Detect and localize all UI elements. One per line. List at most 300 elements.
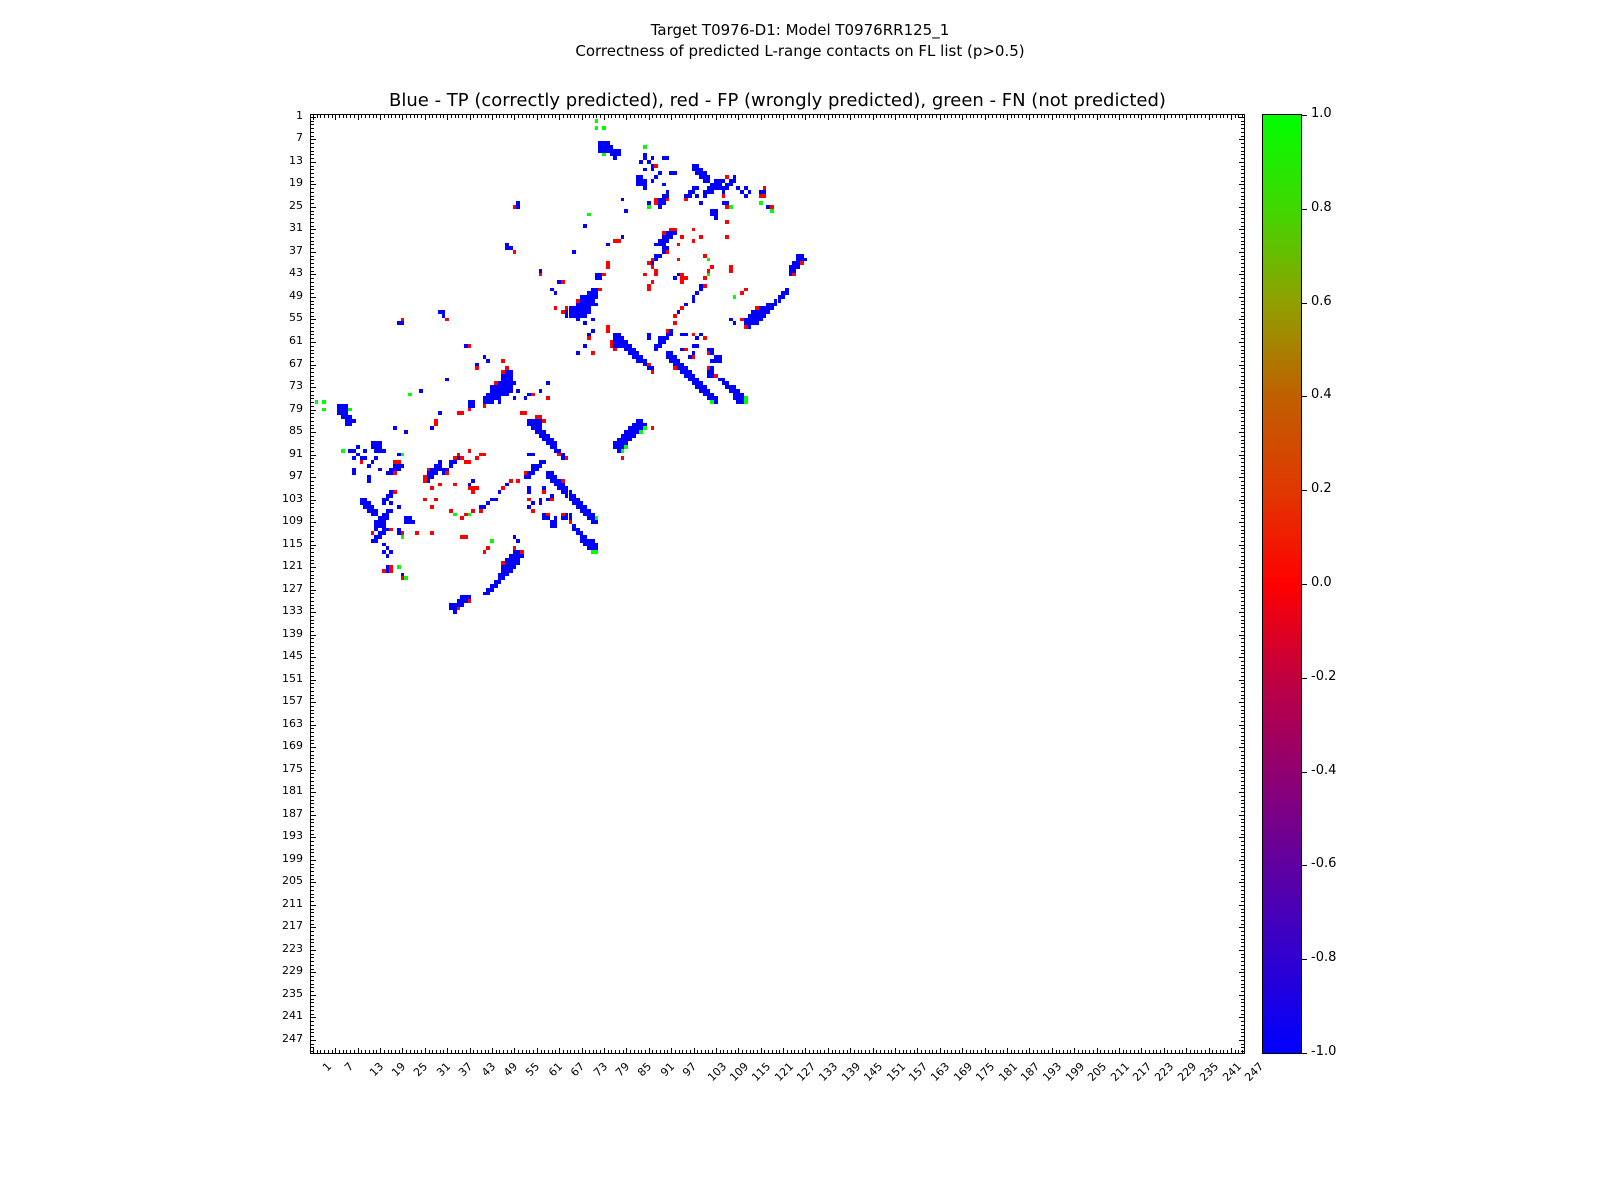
y-tick [1239,1017,1245,1018]
x-tick [1119,1048,1120,1054]
contact-cell [501,359,505,363]
y-tick [1241,241,1245,242]
contact-cell [393,426,397,430]
x-tick [611,1050,612,1054]
contact-cell [647,261,651,265]
contact-cell [490,400,494,404]
x-tick [350,1050,351,1054]
y-tick [1241,736,1245,737]
y-tick [1241,289,1245,290]
x-tick [1070,114,1071,118]
contact-cell [341,449,345,453]
contact-cell [666,336,670,340]
contact-cell [460,603,464,607]
contact-cell [695,186,699,190]
contact-cell [595,126,599,130]
x-tick [824,1050,825,1054]
y-tick [310,259,314,260]
y-tick [1241,901,1245,902]
y-tick [310,545,316,546]
y-tick [310,319,316,320]
x-tick [384,1050,385,1054]
x-tick-label: 61 [545,1060,565,1080]
contact-cell [666,250,670,254]
colorbar-tick-label: -0.2 [1311,668,1337,684]
y-tick [310,376,314,377]
x-tick [679,114,680,118]
contact-cell [651,426,655,430]
x-tick [861,114,862,118]
y-tick-label: 61 [289,333,303,347]
x-tick [843,114,844,118]
y-tick [310,1006,314,1007]
x-tick [861,1050,862,1054]
y-tick [1241,233,1245,234]
x-tick [365,1050,366,1054]
contact-cell [531,453,535,457]
x-tick [1223,114,1224,118]
contact-cell [378,535,382,539]
x-tick [1089,1050,1090,1054]
y-tick [310,612,316,613]
x-tick [720,114,721,118]
y-tick [310,481,314,482]
x-tick [959,114,960,118]
x-tick [462,1050,463,1054]
contact-cell [468,408,472,412]
contact-cell [486,592,490,596]
y-tick-label: 79 [289,401,303,415]
x-tick [929,1050,930,1054]
contact-cell [598,276,602,280]
suptitle-line-2: Correctness of predicted L-range contacts on FL list (p>0.5) [575,42,1025,60]
y-tick [1241,912,1245,913]
x-tick [1134,114,1135,118]
y-tick [310,706,314,707]
x-tick [406,1050,407,1054]
y-tick [1241,488,1245,489]
y-tick [1241,259,1245,260]
x-tick [496,1050,497,1054]
y-tick [1241,980,1245,981]
x-tick [492,114,493,120]
contact-cell [677,258,681,262]
x-tick [712,114,713,118]
x-tick [966,1050,967,1054]
contact-cell [729,269,733,273]
x-tick [1209,1048,1210,1054]
y-tick-label: 139 [282,626,303,640]
y-tick [310,736,314,737]
y-tick-label: 181 [282,784,303,798]
contact-cell [367,475,371,479]
y-tick-label: 247 [282,1031,303,1045]
contact-cell [647,336,651,340]
contact-cell [639,160,643,164]
x-tick-label: 205 [1085,1060,1110,1085]
y-tick [1241,421,1245,422]
x-tick [1227,1050,1228,1054]
contact-cell [531,471,535,475]
x-tick [332,114,333,118]
y-tick [310,860,316,861]
x-tick [354,1050,355,1054]
x-tick [477,114,478,118]
y-tick-label: 37 [289,243,303,257]
y-tick [1239,297,1245,298]
y-tick [310,661,314,662]
contact-cell [598,288,602,292]
contact-cell [554,291,558,295]
contact-cell [651,179,655,183]
contact-cell [546,396,550,400]
contact-cell [692,190,696,194]
x-tick [716,1048,717,1054]
x-tick [682,1050,683,1054]
y-tick [310,353,314,354]
x-tick [694,114,695,120]
x-tick [1186,1048,1187,1054]
x-tick [388,114,389,118]
y-tick [310,541,314,542]
x-tick [847,114,848,118]
x-tick [1100,1050,1101,1054]
contact-cell [520,554,524,558]
y-tick [310,1025,314,1026]
contact-cell [509,479,513,483]
y-tick [310,803,314,804]
y-tick-label: 163 [282,716,303,730]
y-tick [310,203,314,204]
x-tick [1156,114,1157,118]
contact-cell [322,400,326,404]
y-tick [310,766,314,767]
x-tick [1119,114,1120,120]
contact-cell [662,340,666,344]
y-tick [1241,526,1245,527]
contact-cell [393,490,397,494]
x-tick-label: 43 [478,1060,498,1080]
y-tick [1241,578,1245,579]
y-tick [1241,631,1245,632]
contact-cell [695,291,699,295]
contact-cell [688,194,692,198]
x-tick [1041,1050,1042,1054]
y-tick [1241,593,1245,594]
y-tick [1241,537,1245,538]
y-tick [310,800,314,801]
axes-title-legend: Blue - TP (correctly predicted), red - FP (wrongly predicted), green - FN (not predicted) [389,90,1166,111]
y-tick [310,751,314,752]
y-tick [310,815,316,816]
y-tick [1241,691,1245,692]
x-tick [925,1050,926,1054]
contact-cell [591,318,595,322]
contact-cell [382,531,386,535]
y-tick [310,1014,314,1015]
x-tick [966,114,967,118]
x-tick [805,1048,806,1054]
contact-cell [673,231,677,235]
colorbar-tick-label: 0.2 [1311,481,1332,497]
y-tick [1239,522,1245,523]
y-tick [1241,961,1245,962]
x-tick [686,1050,687,1054]
x-tick [1089,114,1090,118]
contact-cell [583,314,587,318]
x-tick [1108,1050,1109,1054]
x-tick [1153,114,1154,118]
x-tick-label: 103 [704,1060,729,1085]
y-tick [1241,402,1245,403]
x-tick [847,1050,848,1054]
x-tick [906,114,907,118]
x-tick [630,1050,631,1054]
y-tick [310,188,314,189]
x-tick [835,114,836,118]
contact-cell [583,321,587,325]
contact-cell [654,175,658,179]
x-tick [458,1050,459,1054]
contact-cell [796,265,800,269]
x-tick [1205,114,1206,118]
x-tick [820,1050,821,1054]
x-tick [615,114,616,118]
x-tick [936,1050,937,1054]
y-tick [310,398,314,399]
x-tick [570,114,571,118]
contact-cell [445,378,449,382]
y-tick [1241,286,1245,287]
x-tick [865,114,866,118]
y-tick [1241,293,1245,294]
y-tick [1241,451,1245,452]
y-tick [310,181,314,182]
contact-cell [617,239,621,243]
contact-cell [759,318,763,322]
x-tick [869,1050,870,1054]
contact-cell [542,460,546,464]
x-tick-label: 19 [389,1060,409,1080]
x-tick [962,114,963,120]
y-tick [310,507,314,508]
y-tick [310,927,316,928]
y-tick [1241,788,1245,789]
x-tick [649,1048,650,1054]
x-tick [641,114,642,118]
contact-cell [457,607,461,611]
x-tick [824,114,825,118]
x-tick [376,114,377,118]
contact-cell [662,201,666,205]
x-tick-label: 49 [501,1060,521,1080]
x-tick [828,114,829,120]
x-tick-label: 91 [657,1060,677,1080]
x-tick [1011,1050,1012,1054]
x-tick [843,1050,844,1054]
contact-cell [464,535,468,539]
x-tick [335,114,336,120]
y-tick [310,503,314,504]
y-tick [310,762,314,763]
x-tick [981,1050,982,1054]
y-tick [1241,458,1245,459]
x-tick [768,1050,769,1054]
y-tick [1239,274,1245,275]
x-tick [671,1048,672,1054]
contact-cell [703,336,707,340]
y-tick [1241,920,1245,921]
contact-cell [322,408,326,412]
contact-cell [397,565,401,569]
y-tick [310,788,314,789]
x-tick-label: 199 [1062,1060,1087,1085]
contact-cell [389,528,393,532]
x-tick [570,1050,571,1054]
x-tick [779,1050,780,1054]
x-tick [1242,114,1243,118]
contact-cell [785,291,789,295]
y-tick [1241,834,1245,835]
y-tick [1241,852,1245,853]
x-tick [884,114,885,118]
x-tick [1194,114,1195,118]
x-tick [537,114,538,120]
x-tick [1082,114,1083,118]
y-tick [310,515,314,516]
y-tick [310,972,316,973]
x-tick [410,114,411,118]
contact-cell [759,201,763,205]
y-tick [1241,875,1245,876]
contact-cell [542,490,546,494]
x-tick [373,1050,374,1054]
y-tick [310,999,314,1000]
contact-cell [393,471,397,475]
x-tick [604,1048,605,1054]
x-tick [481,114,482,118]
contact-cell [632,434,636,438]
y-tick [310,462,314,463]
x-tick-label: 1 [319,1060,335,1075]
contact-cell [654,273,658,277]
x-tick [563,114,564,118]
x-tick [1235,114,1236,118]
x-tick-label: 223 [1152,1060,1177,1085]
contact-cell [527,475,531,479]
x-tick [388,1050,389,1054]
contact-cell [542,419,546,423]
x-tick [645,1050,646,1054]
x-tick [794,1050,795,1054]
x-tick [832,114,833,118]
y-tick [310,1040,316,1041]
x-tick [544,1050,545,1054]
y-tick [310,792,316,793]
x-tick [660,1050,661,1054]
x-tick-label: 127 [794,1060,819,1085]
y-tick [1241,462,1245,463]
x-tick [1167,114,1168,118]
y-tick [310,492,314,493]
y-tick [310,650,314,651]
contact-cell [680,280,684,284]
x-tick [361,1050,362,1054]
x-tick [1205,1050,1206,1054]
y-tick [310,1002,314,1003]
x-tick [402,114,403,120]
contact-cell [602,126,606,130]
x-tick [354,114,355,118]
contact-cell [483,550,487,554]
y-tick [310,458,314,459]
y-tick [1241,301,1245,302]
y-tick [1241,721,1245,722]
x-tick [522,114,523,118]
y-tick [310,166,314,167]
y-tick [310,717,314,718]
x-tick [641,1050,642,1054]
x-tick [723,114,724,118]
y-tick [310,556,314,557]
x-tick [876,1050,877,1054]
colorbar-tick [1302,1053,1307,1054]
x-tick-label: 187 [1018,1060,1043,1085]
x-tick-label: 139 [839,1060,864,1085]
y-tick [1239,725,1245,726]
x-tick [1097,114,1098,120]
x-tick [526,1050,527,1054]
y-tick [1241,717,1245,718]
y-tick [310,867,314,868]
x-tick-label: 241 [1219,1060,1244,1085]
contact-cell [483,505,487,509]
y-tick [310,935,314,936]
x-tick [429,1050,430,1054]
y-tick-label: 25 [289,198,303,212]
contact-cell [658,205,662,209]
x-tick [742,1050,743,1054]
contact-cell [389,569,393,573]
x-tick-label: 73 [590,1060,610,1080]
y-tick [1241,582,1245,583]
contact-cell [692,239,696,243]
contact-cell [453,513,457,517]
x-tick [1160,1050,1161,1054]
x-tick [451,1050,452,1054]
x-tick [608,1050,609,1054]
contact-cell [471,479,475,483]
x-tick [1026,114,1027,118]
x-tick-label: 229 [1174,1060,1199,1085]
contact-cell [729,183,733,187]
y-tick [310,984,314,985]
contact-cell [684,276,688,280]
y-tick [310,293,314,294]
x-tick [959,1050,960,1054]
contact-cell [460,411,464,415]
y-tick [1241,811,1245,812]
colorbar-tick [1302,303,1307,304]
x-tick [582,114,583,120]
y-tick [310,139,316,140]
contact-cell [348,423,352,427]
y-tick [1241,991,1245,992]
contact-cell [778,299,782,303]
x-tick-label: 37 [456,1060,476,1080]
x-tick [873,114,874,120]
y-tick [1241,957,1245,958]
